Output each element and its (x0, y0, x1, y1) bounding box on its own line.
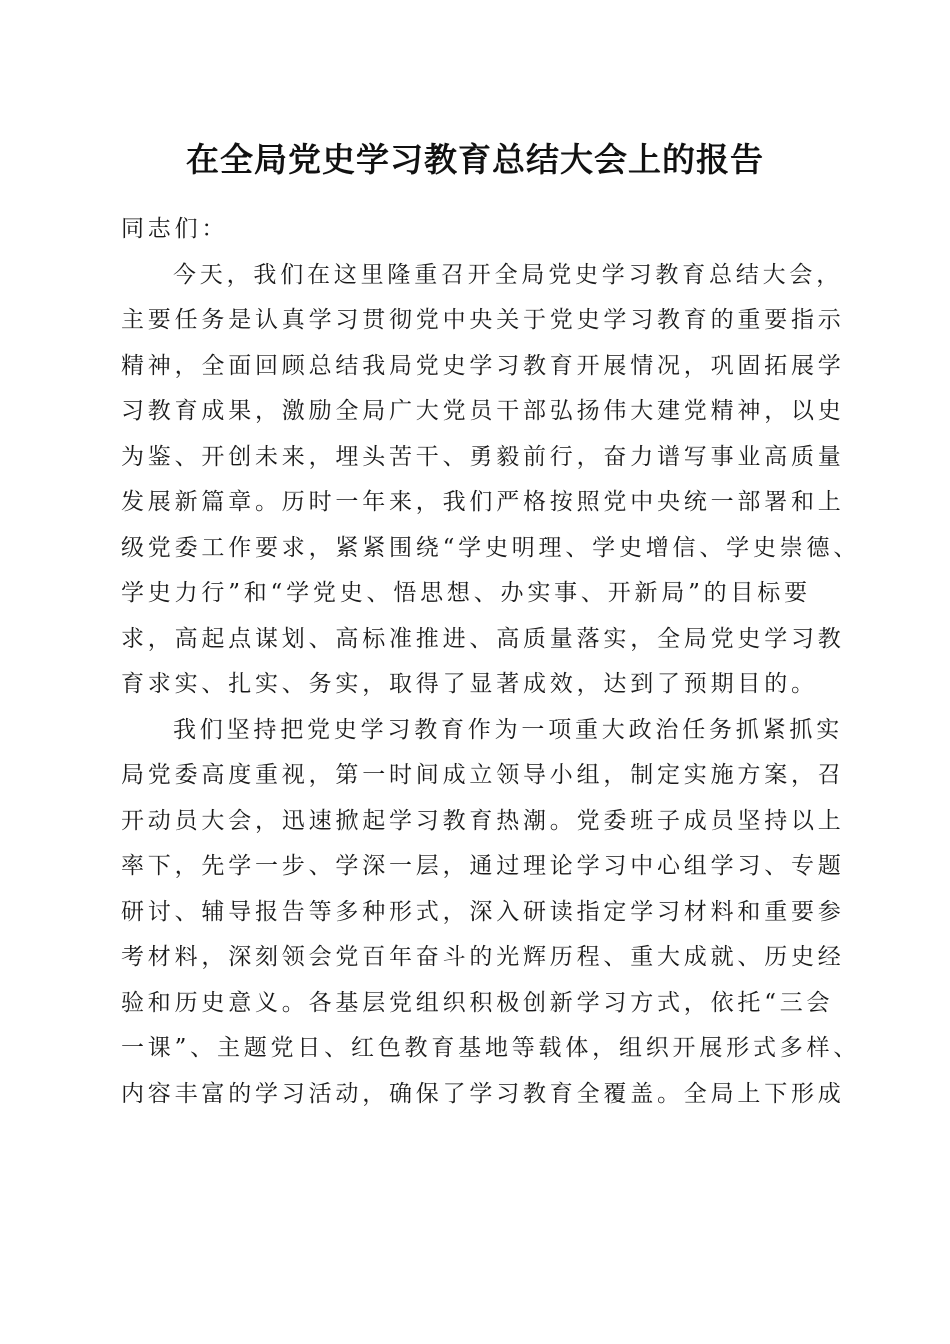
paragraph-line: 求，高起点谋划、高标准推进、高质量落实，全局党史学习教 (121, 625, 845, 652)
paragraph-line: 开动员大会，迅速掀起学习教育热潮。党委班子成员坚持以上 (121, 807, 845, 834)
paragraph-2 (121, 708, 861, 1118)
paragraph-line: 局党委高度重视，第一时间成立领导小组，制定实施方案，召 (121, 762, 845, 788)
paragraph-line: 学史力行”和“学党史、悟思想、办实事、开新局”的目标要 (121, 580, 811, 606)
document-body (121, 207, 861, 1117)
paragraph-line: 内容丰富的学习活动，确保了学习教育全覆盖。全局上下形成 (121, 1080, 845, 1107)
paragraph-line: 主要任务是认真学习贯彻党中央关于党史学习教育的重要指示 (121, 307, 845, 333)
paragraph-line: 今天，我们在这里隆重召开全局党史学习教育总结大会， (173, 261, 843, 288)
paragraph-line: 为鉴、开创未来，埋头苦干、勇毅前行，奋力谱写事业高质量 (121, 443, 845, 470)
paragraph-line: 一课”、主题党日、红色教育基地等载体，组织开展形式多样、 (121, 1035, 861, 1061)
paragraph-line: 级党委工作要求，紧紧围绕“学史明理、学史增信、学史崇德、 (121, 534, 861, 561)
paragraph-line: 率下，先学一步、学深一层，通过理论学习中心组学习、专题 (121, 853, 845, 879)
paragraph-line: 习教育成果，激励全局广大党员干部弘扬伟大建党精神，以史 (121, 398, 845, 424)
paragraph-line: 发展新篇章。历时一年来，我们严格按照党中央统一部署和上 (121, 489, 845, 515)
document-title: 在全局党史学习教育总结大会上的报告 (186, 140, 764, 179)
paragraph-line: 我们坚持把党史学习教育作为一项重大政治任务抓紧抓实 (173, 716, 843, 743)
paragraph-line: 育求实、扎实、务实，取得了显著成效，达到了预期目的。 (121, 671, 818, 697)
paragraph-line: 验和历史意义。各基层党组织积极创新学习方式，依托“三会 (121, 989, 834, 1016)
paragraph-line: 考材料，深刻领会党百年奋斗的光辉历程、重大成就、历史经 (121, 944, 845, 970)
paragraph-1 (121, 253, 861, 708)
paragraph-line: 精神，全面回顾总结我局党史学习教育开展情况，巩固拓展学 (121, 352, 845, 379)
paragraph-line: 研讨、辅导报告等多种形式，深入研读指定学习材料和重要参 (121, 898, 845, 925)
salutation: 同志们： (121, 216, 229, 242)
